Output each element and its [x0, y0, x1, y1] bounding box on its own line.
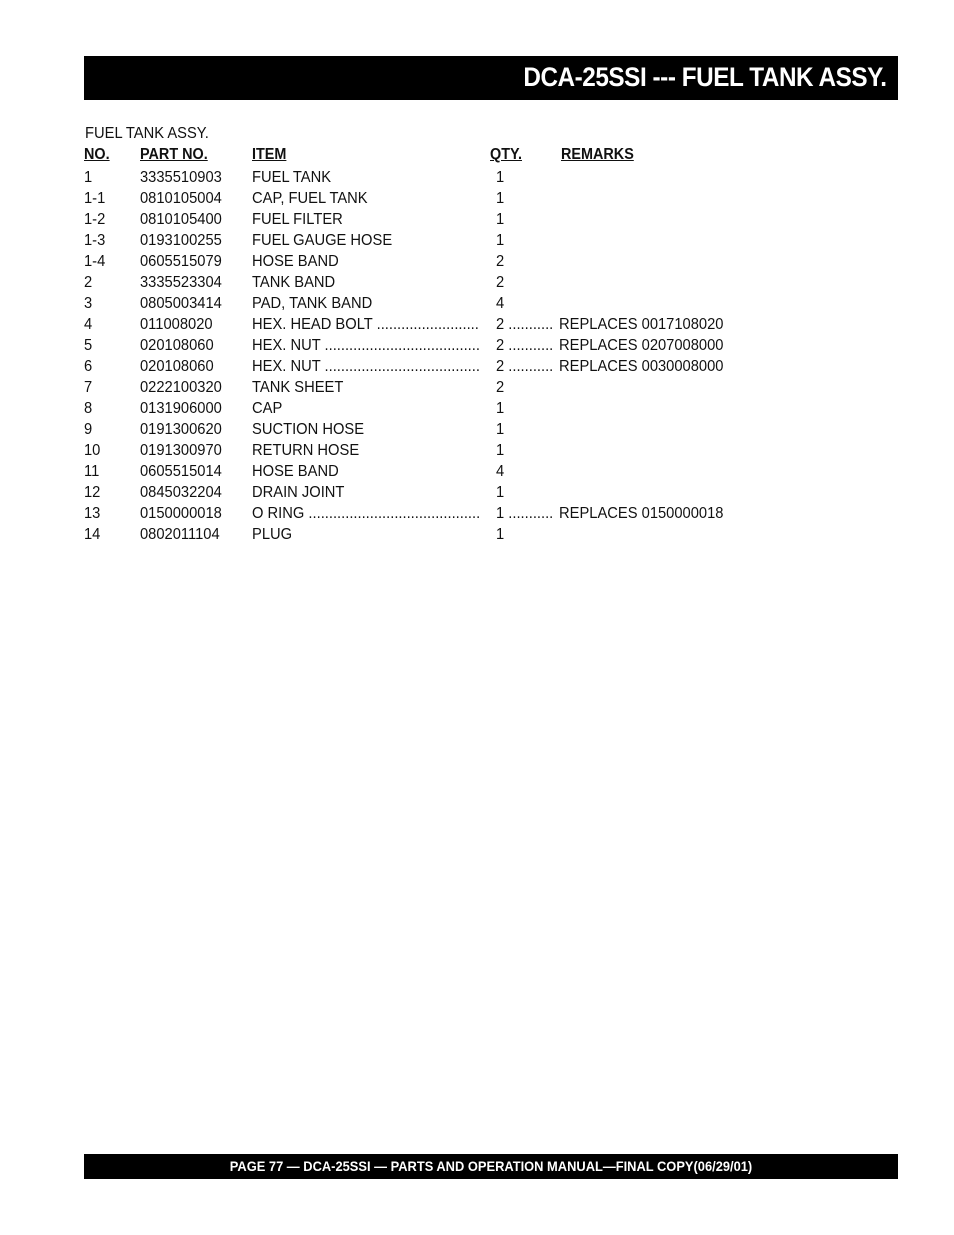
cell-no: 10 — [84, 442, 101, 459]
cell-remarks: REPLACES 0207008000 — [559, 337, 724, 354]
cell-qty: 1 — [496, 400, 505, 417]
footer-text: PAGE 77 — DCA-25SSI — PARTS AND OPERATION MANUAL—FINAL COPY(06/29/01) — [229, 1158, 753, 1174]
column-header-no: NO. — [84, 146, 110, 163]
table-row — [0, 421, 954, 442]
cell-item: PAD, TANK BAND — [252, 295, 373, 312]
cell-qty: 1 — [496, 421, 505, 438]
cell-item: TANK BAND — [252, 274, 336, 291]
cell-qty: 2 — [496, 379, 505, 396]
cell-no: 12 — [84, 484, 101, 501]
cell-item: HOSE BAND — [252, 253, 339, 270]
cell-qty: 2 — [496, 253, 505, 270]
cell-no: 14 — [84, 526, 101, 543]
cell-no: 1-1 — [84, 190, 106, 207]
section-label: FUEL TANK ASSY. — [85, 125, 209, 142]
cell-part-no: 0193100255 — [140, 232, 222, 249]
table-row — [0, 190, 954, 211]
cell-no: 9 — [84, 421, 93, 438]
cell-item: DRAIN JOINT — [252, 484, 345, 501]
page-title: DCA-25SSI --- FUEL TANK ASSY. — [523, 62, 887, 92]
cell-qty: 1 — [496, 211, 505, 228]
cell-part-no: 0605515079 — [140, 253, 222, 270]
cell-part-no: 0131906000 — [140, 400, 222, 417]
table-row — [0, 505, 954, 526]
cell-no: 11 — [84, 463, 100, 480]
cell-part-no: 0605515014 — [140, 463, 222, 480]
cell-qty: 1 — [496, 232, 505, 249]
cell-no: 8 — [84, 400, 93, 417]
table-row — [0, 400, 954, 421]
cell-part-no: 3335523304 — [140, 274, 222, 291]
cell-qty: 2 — [496, 274, 505, 291]
table-row — [0, 253, 954, 274]
table-header — [0, 146, 954, 166]
cell-no: 2 — [84, 274, 93, 291]
cell-part-no: 0845032204 — [140, 484, 222, 501]
column-header-item: ITEM — [252, 146, 287, 163]
parts-table — [0, 169, 954, 547]
cell-part-no: 020108060 — [140, 358, 214, 375]
table-row — [0, 232, 954, 253]
cell-item: HOSE BAND — [252, 463, 339, 480]
cell-part-no: 020108060 — [140, 337, 214, 354]
cell-remarks: REPLACES 0030008000 — [559, 358, 724, 375]
cell-item: SUCTION HOSE — [252, 421, 365, 438]
cell-item: HEX. HEAD BOLT ......................... — [252, 316, 479, 333]
cell-item: FUEL TANK — [252, 169, 332, 186]
cell-no: 7 — [84, 379, 93, 396]
cell-part-no: 0191300620 — [140, 421, 222, 438]
table-row — [0, 169, 954, 190]
cell-no: 1 — [84, 169, 93, 186]
cell-part-no: 0805003414 — [140, 295, 222, 312]
cell-qty: 1 — [496, 190, 505, 207]
cell-no: 1-3 — [84, 232, 106, 249]
table-row — [0, 526, 954, 547]
cell-part-no: 0810105400 — [140, 211, 222, 228]
cell-qty: 4 — [496, 463, 505, 480]
cell-qty: 1 — [496, 169, 505, 186]
cell-qty: 2 ........... — [496, 337, 554, 354]
table-row — [0, 463, 954, 484]
cell-item: FUEL FILTER — [252, 211, 343, 228]
cell-qty: 2 ........... — [496, 316, 554, 333]
cell-item: HEX. NUT ...................................... — [252, 358, 480, 375]
cell-item: PLUG — [252, 526, 293, 543]
cell-no: 5 — [84, 337, 93, 354]
table-row — [0, 358, 954, 379]
footer-bar — [84, 1154, 898, 1179]
table-row — [0, 484, 954, 505]
cell-part-no: 0802011104 — [140, 526, 220, 543]
cell-item: RETURN HOSE — [252, 442, 360, 459]
cell-no: 6 — [84, 358, 93, 375]
cell-no: 1-4 — [84, 253, 106, 270]
cell-part-no: 0191300970 — [140, 442, 222, 459]
cell-item: FUEL GAUGE HOSE — [252, 232, 393, 249]
cell-part-no: 0810105004 — [140, 190, 222, 207]
column-header-part-no: PART NO. — [140, 146, 208, 163]
table-row — [0, 295, 954, 316]
cell-qty: 1 ........... — [496, 505, 554, 522]
table-row — [0, 316, 954, 337]
cell-no: 3 — [84, 295, 93, 312]
cell-qty: 4 — [496, 295, 505, 312]
cell-item: TANK SHEET — [252, 379, 344, 396]
cell-no: 13 — [84, 505, 101, 522]
cell-qty: 1 — [496, 526, 505, 543]
cell-remarks: REPLACES 0150000018 — [559, 505, 724, 522]
table-row — [0, 379, 954, 400]
cell-remarks: REPLACES 0017108020 — [559, 316, 724, 333]
cell-item: CAP — [252, 400, 283, 417]
cell-part-no: 011008020 — [140, 316, 213, 333]
cell-part-no: 3335510903 — [140, 169, 222, 186]
cell-qty: 2 ........... — [496, 358, 554, 375]
cell-part-no: 0222100320 — [140, 379, 222, 396]
cell-part-no: 0150000018 — [140, 505, 222, 522]
cell-no: 1-2 — [84, 211, 106, 228]
table-row — [0, 211, 954, 232]
cell-item: HEX. NUT ...................................... — [252, 337, 480, 354]
cell-qty: 1 — [496, 442, 505, 459]
cell-qty: 1 — [496, 484, 505, 501]
table-row — [0, 274, 954, 295]
column-header-qty: QTY. — [490, 146, 523, 163]
title-bar — [84, 56, 898, 100]
cell-item: CAP, FUEL TANK — [252, 190, 368, 207]
table-row — [0, 337, 954, 358]
cell-item: O RING .......................................... — [252, 505, 481, 522]
table-row — [0, 442, 954, 463]
column-header-remarks: REMARKS — [561, 146, 634, 163]
cell-no: 4 — [84, 316, 93, 333]
